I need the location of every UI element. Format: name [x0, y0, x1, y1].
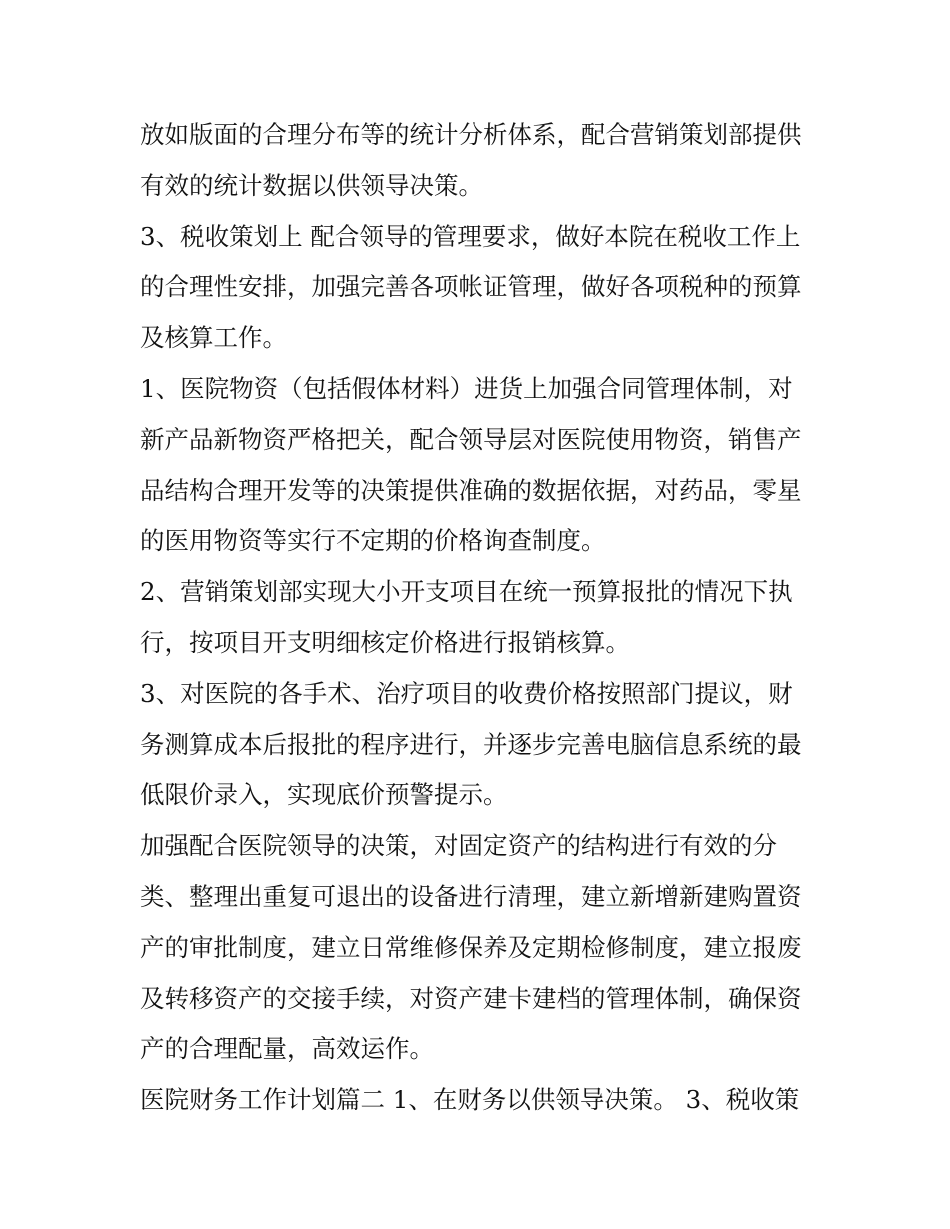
text-line: 医院财务工作计划篇二 1、在财务以供领导决策。 3、税收策	[140, 1085, 800, 1115]
text-line: 类、整理出重复可退出的设备进行清理，建立新增新建购置资	[140, 881, 802, 911]
text-line: 放如版面的合理分布等的统计分析体系，配合营销策划部提供	[140, 120, 802, 149]
text-line: 2、营销策划部实现大小开支项目在统一预算报批的情况下执	[140, 577, 793, 607]
text-line: 产的审批制度，建立日常维修保养及定期检修制度，建立报废	[140, 932, 802, 962]
text-line: 的医用物资等实行不定期的价格询查制度。	[140, 526, 606, 556]
text-line: 新产品新物资严格把关，配合领导层对医院使用物资，销售产	[140, 424, 802, 454]
text-line: 1、医院物资（包括假体材料）进货上加强合同管理体制，对	[140, 373, 793, 403]
document-body	[140, 110, 815, 1126]
text-line: 低限价录入，实现底价预警提示。	[140, 780, 508, 810]
text-line: 的合理性安排，加强完善各项帐证管理，做好各项税种的预算	[140, 272, 802, 302]
text-line: 及转移资产的交接手续，对资产建卡建档的管理体制，确保资	[140, 983, 802, 1013]
text-line: 3、税收策划上 配合领导的管理要求，做好本院在税收工作上	[140, 221, 801, 251]
text-line: 行，按项目开支明细核定价格进行报销核算。	[140, 627, 630, 657]
text-line: 及核算工作。	[140, 323, 287, 353]
text-line: 产的合理配量，高效运作。	[140, 1034, 434, 1064]
text-line: 有效的统计数据以供领导决策。	[140, 170, 483, 200]
text-line: 3、对医院的各手术、治疗项目的收费价格按照部门提议，财	[140, 678, 793, 708]
text-line: 加强配合医院领导的决策，对固定资产的结构进行有效的分	[140, 831, 777, 861]
text-line: 品结构合理开发等的决策提供准确的数据依据，对药品，零星	[140, 475, 802, 505]
text-line: 务测算成本后报批的程序进行，并逐步完善电脑信息系统的最	[140, 729, 802, 759]
